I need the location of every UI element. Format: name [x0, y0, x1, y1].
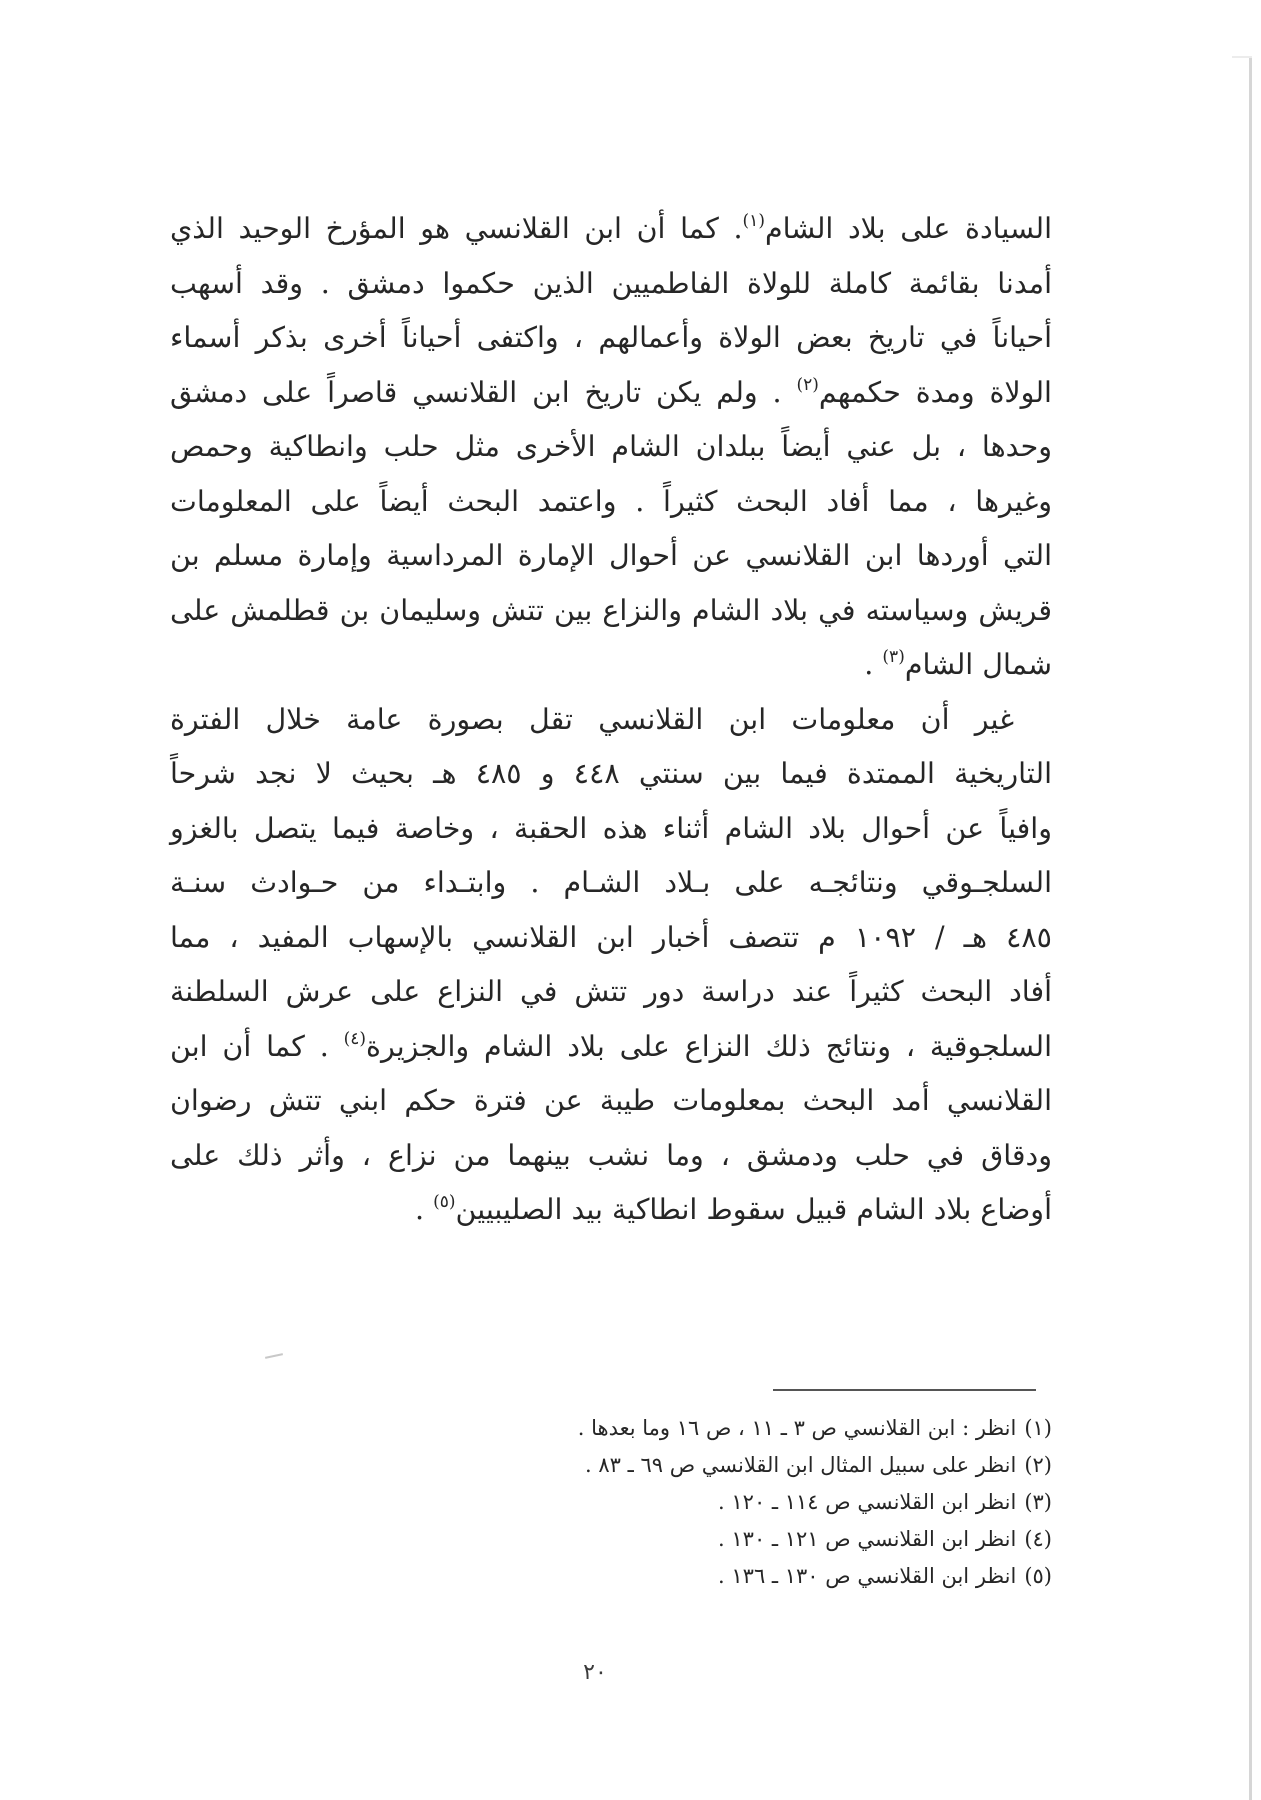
footnote-1 — [400, 1410, 1052, 1447]
line-text: السلجـوقي ونتائجـه على بـلاد الشـام . وابتـداء من حـوادث سنـة — [170, 866, 1052, 899]
footnote-number: (٤) — [1024, 1527, 1052, 1551]
line-text: وافياً عن أحوال بلاد الشام أثناء هذه الحقبة ، وخاصة فيما يتصل بالغزو — [170, 811, 1052, 845]
footnote-separator — [773, 1389, 1036, 1391]
footnote-ref[interactable]: (٣) — [882, 647, 905, 667]
text-line — [170, 1183, 1052, 1238]
footnote-5 — [400, 1558, 1052, 1595]
line-text: ٤٨٥ هـ / ١٠٩٢ م تتصف أخبار ابن القلانسي بالإسهاب المفيد ، مما — [170, 920, 1052, 954]
footnote-text: انظر ابن القلانسي ص ١٣٠ ـ ١٣٦ . — [718, 1564, 1017, 1588]
footnote-number: (٣) — [1024, 1490, 1052, 1514]
line-text: . — [414, 1193, 434, 1226]
footnote-ref[interactable]: (١) — [742, 211, 765, 231]
line-text: التي أوردها ابن القلانسي عن أحوال الإمارة المرداسية وإمارة مسلم بن — [170, 539, 1052, 572]
line-text: . كما أن ابن — [170, 1029, 344, 1063]
line-text: التاريخية الممتدة فيما بين سنتي ٤٤٨ و ٤٨٥ هـ بحيث لا نجد شرحاً — [170, 757, 1052, 790]
text-line — [170, 420, 1052, 475]
scan-mark — [265, 1353, 283, 1359]
line-text: شمال الشام — [904, 648, 1052, 681]
line-text: ودقاق في حلب ودمشق ، وما نشب بينهما من نزاع ، وأثر ذلك على — [170, 1138, 1052, 1172]
footnote-ref[interactable]: (٢) — [796, 374, 819, 395]
text-line — [170, 693, 1052, 748]
line-text: . ولم يكن تاريخ ابن القلانسي قاصراً على دمشق — [170, 375, 797, 409]
footnotes — [400, 1410, 1052, 1595]
line-text: غير أن معلومات ابن القلانسي تقل بصورة عامة خلال الفترة — [170, 702, 1014, 736]
page-number: ٢٠ — [583, 1660, 607, 1685]
text-line — [170, 1074, 1052, 1129]
page-edge-line — [1249, 58, 1252, 1800]
footnote-ref[interactable]: (٤) — [343, 1028, 367, 1049]
text-line — [170, 965, 1052, 1020]
text-line — [170, 802, 1052, 857]
text-line — [170, 202, 1052, 257]
footnote-2 — [400, 1447, 1052, 1484]
footnote-3 — [400, 1484, 1052, 1521]
body-text — [170, 202, 1052, 1238]
text-line — [170, 638, 1052, 693]
line-text: الولاة ومدة حكمهم — [818, 375, 1052, 409]
text-line — [170, 856, 1052, 911]
footnote-ref[interactable]: (٥) — [433, 1192, 456, 1212]
line-text: أفاد البحث كثيراً عند دراسة دور تتش في النزاع على عرش السلطنة — [170, 975, 1052, 1008]
text-line — [170, 584, 1052, 639]
line-text: أمدنا بقائمة كاملة للولاة الفاطميين الذين حكموا دمشق . وقد أسهب — [170, 266, 1052, 300]
line-text: . كما أن ابن القلانسي هو المؤرخ الوحيد الذي — [170, 212, 743, 245]
footnote-4 — [400, 1521, 1052, 1558]
text-line — [170, 747, 1052, 802]
footnote-text: انظر ابن القلانسي ص ١٢١ ـ ١٣٠ . — [718, 1527, 1017, 1551]
footnote-number: (٢) — [1024, 1453, 1052, 1477]
footnote-number: (٥) — [1024, 1564, 1052, 1588]
footnote-number: (١) — [1024, 1416, 1052, 1440]
text-line — [170, 1129, 1052, 1184]
text-line — [170, 911, 1052, 966]
line-text: . — [864, 648, 883, 681]
text-line — [170, 475, 1052, 530]
text-line — [170, 257, 1052, 312]
text-line — [170, 529, 1052, 584]
line-text: وحدها ، بل عني أيضاً ببلدان الشام الأخرى مثل حلب وانطاكية وحمص — [170, 430, 1052, 463]
text-line — [170, 366, 1052, 421]
line-text: السيادة على بلاد الشام — [764, 212, 1052, 245]
line-text: القلانسي أمد البحث بمعلومات طيبة عن فترة حكم ابني تتش رضوان — [170, 1084, 1052, 1117]
text-line — [170, 311, 1052, 366]
text-line — [170, 1020, 1052, 1075]
line-text: أوضاع بلاد الشام قبيل سقوط انطاكية بيد الصليبيين — [455, 1193, 1052, 1226]
footnote-text: انظر على سبيل المثال ابن القلانسي ص ٦٩ ـ ٨٣ . — [585, 1453, 1017, 1477]
line-text: السلجوقية ، ونتائج ذلك النزاع على بلاد الشام والجزيرة — [366, 1029, 1052, 1063]
line-text: أحياناً في تاريخ بعض الولاة وأعمالهم ، واكتفى أحياناً أخرى بذكر أسماء — [170, 321, 1052, 354]
footnote-text: انظر ابن القلانسي ص ١١٤ ـ ١٢٠ . — [718, 1490, 1017, 1514]
footnote-text: انظر : ابن القلانسي ص ٣ ـ ١١ ، ص ١٦ وما بعدها . — [577, 1416, 1017, 1440]
line-text: قريش وسياسته في بلاد الشام والنزاع بين تتش وسليمان بن قطلمش على — [170, 593, 1052, 627]
line-text: وغيرها ، مما أفاد البحث كثيراً . واعتمد البحث أيضاً على المعلومات — [170, 484, 1052, 518]
